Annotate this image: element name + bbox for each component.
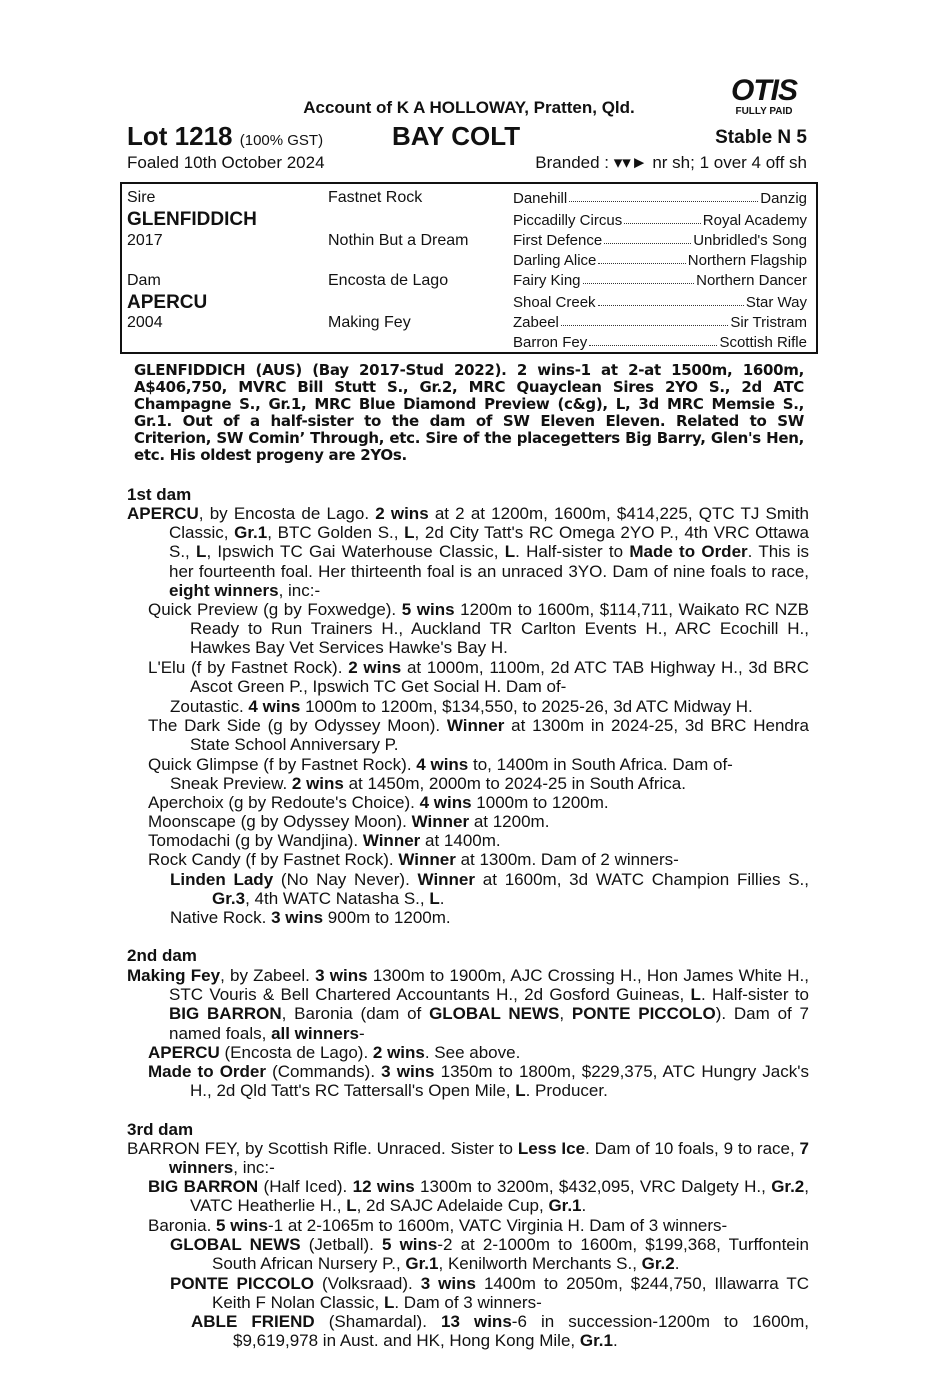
otis-wordmark: OTIS [730, 74, 797, 107]
progeny-entry: Baronia. 5 wins-1 at 2-1065m to 1600m, VATC Virginia H. Dam of 3 winners- [148, 1216, 728, 1235]
dam3-paragraph: BARRON FEY, by Scottish Rifle. Unraced. Sister to Less Ice. Dam of 10 foals, 9 to race, 7 winners, inc:- [127, 1139, 810, 1178]
dam-sire: Encosta de Lago [328, 272, 449, 289]
sire-summary: GLENFIDDICH (AUS) (Bay 2017-Stud 2022). 2 wins-1 at 2-at 1500m, 1600m, A$406,750, MVRC Bill Stutt S., Gr.2, MRC Quayclean Sires 2YO S., 2d ATC Champagne S., Gr.1, MRC Blue Diamond Preview (c&g), L, 3d MRC Memsie S., Gr.1. Out of a half-sister to the dam of SW Eleven Eleven. Related to SW Criterion, SW Comin’ Through, etc. Sire of the placegetters Big Barry, Glen's Hen, etc. His oldest progeny are 2YOs. [134, 361, 804, 464]
progeny-entry: Rock Candy (f by Fastnet Rock). Winner at 1300m. Dam of 2 winners- [148, 850, 679, 869]
lot-number [127, 121, 323, 152]
g3-row-6: Shoal Creek Star Way [513, 294, 807, 311]
dam2-paragraph: Making Fey, by Zabeel. 3 wins 1300m to 1900m, AJC Crossing H., Hon James White H., STC Vouris & Bell Chartered Accountants H., 2d Gosford Guineas, L. Half-sister to BIG BARRON, Baronia (dam of GLOBAL NEWS, PONTE PICCOLO). Dam of 7 named foals, all winners- [127, 966, 809, 1043]
vendor-account: Account of K A HOLLOWAY, Pratten, Qld. [303, 98, 635, 117]
progeny-entry: The Dark Side (g by Odyssey Moon). Winner at 1300m in 2024-25, 3d BRC Hendra State School Anniversary P. [148, 716, 810, 755]
g3-row-1: Danehill Danzig [513, 190, 807, 207]
progeny-entry: Quick Preview (g by Foxwedge). 5 wins 1200m to 1600m, $114,711, Waikato RC NZB Ready to Run Trainers H., Auckland TR Carlton Events H., ARC Ecochill H., Hawkes Bay Vet Services Hawke's Bay H. [148, 600, 810, 658]
progeny-entry: Aperchoix (g by Redoute's Choice). 4 wins 1000m to 1200m. [148, 793, 609, 812]
g3-row-2: Piccadilly Circus Royal Academy [513, 212, 807, 229]
progeny-entry: PONTE PICCOLO (Volksraad). 3 wins 1400m to 2050m, $244,750, Illawarra TC Keith F Nolan Classic, L. Dam of 3 winners- [170, 1274, 810, 1313]
progeny-entry: Tomodachi (g by Wandjina). Winner at 1400m. [148, 831, 501, 850]
third-dam-heading: 3rd dam [127, 1120, 194, 1139]
stable-number: Stable N 5 [715, 127, 807, 148]
fully-paid-tag: FULLY PAID [735, 106, 793, 117]
progeny-entry: BIG BARRON (Half Iced). 12 wins 1300m to 3200m, $432,095, VRC Dalgety H., Gr.2, VATC Heatherlie H., L, 2d SAJC Adelaide Cup, Gr.1. [148, 1177, 810, 1216]
dam-name: APERCU [127, 292, 208, 313]
g3-row-5: Fairy King Northern Dancer [513, 272, 807, 289]
g3-row-7: Zabeel Sir Tristram [513, 314, 807, 331]
progeny-entry: Zoutastic. 4 wins 1000m to 1200m, $134,550, to 2025-26, 3d ATC Midway H. [170, 697, 753, 716]
g3-row-8: Barron Fey Scottish Rifle [513, 334, 807, 351]
sire-dam: Nothin But a Dream [328, 232, 469, 249]
dam-year: 2004 [127, 314, 163, 331]
progeny-entry: Made to Order (Commands). 3 wins 1350m to 1800m, $229,375, ATC Hungry Jack's H., 2d Qld Tatt's RC Tattersall's Open Mile, L. Producer. [148, 1062, 809, 1101]
gst-note: (100% GST) [239, 132, 324, 149]
sire-year: 2017 [127, 232, 163, 249]
dam-label: Dam [127, 272, 161, 289]
progeny-entry: APERCU (Encosta de Lago). 2 wins. See above. [148, 1043, 521, 1062]
progeny-entry: GLOBAL NEWS (Jetball). 5 wins-2 at 2-1000m to 1600m, $199,368, Turffontein South African Nursery P., Gr.1, Kenilworth Merchants S., Gr.2. [170, 1235, 809, 1274]
g3-row-4: Darling Alice Northern Flagship [513, 252, 807, 269]
dam1-paragraph: APERCU, by Encosta de Lago. 2 wins at 2 at 1200m, 1600m, $414,225, QTC TJ Smith Classic, Gr.1, BTC Golden S., L, 2d City Tatt's RC Omega 2YO P., 4th VRC Ottawa S., L, Ipswich TC Gai Waterhouse Classic, L. Half-sister to Made to Order. This is her fourteenth foal. Her thirteenth foal is an unraced 3YO. Dam of nine foals to race, eight winners, inc:- [127, 504, 809, 600]
sire-sire: Fastnet Rock [328, 189, 423, 206]
progeny-entry: L'Elu (f by Fastnet Rock). 2 wins at 1000m, 1100m, 2d ATC TAB Highway H., 3d BRC Ascot Green P., Ipswich TC Get Social H. Dam of- [148, 658, 809, 697]
sire-label: Sire [127, 189, 156, 206]
lot-label: Lot 1218 [127, 121, 233, 151]
first-dam-heading: 1st dam [127, 485, 192, 504]
g3-row-3: First Defence Unbridled's Song [513, 232, 807, 249]
foaled-date: Foaled 10th October 2024 [127, 153, 325, 172]
progeny-entry: Quick Glimpse (f by Fastnet Rock). 4 wins to, 1400m in South Africa. Dam of- [148, 755, 733, 774]
second-dam-heading: 2nd dam [127, 946, 197, 965]
sex-colour: BAY COLT [392, 121, 521, 151]
progeny-entry: ABLE FRIEND (Shamardal). 13 wins-6 in succession-1200m to 1600m, $9,619,978 in Aust. and HK, Hong Kong Mile, Gr.1. [191, 1312, 810, 1351]
progeny-entry: Linden Lady (No Nay Never). Winner at 1600m, 3d WATC Champion Fillies S., Gr.3, 4th WATC Natasha S., L. [170, 870, 809, 909]
progeny-entry: Native Rock. 3 wins 900m to 1200m. [170, 908, 451, 927]
pedigree-table [120, 182, 818, 354]
dam-dam: Making Fey [328, 314, 411, 331]
brand-marks: Branded : ▾▾► nr sh; 1 over 4 off sh [535, 153, 807, 172]
progeny-entry: Sneak Preview. 2 wins at 1450m, 2000m to 2024-25 in South Africa. [170, 774, 686, 793]
sire-name: GLENFIDDICH [127, 209, 257, 230]
progeny-entry: Moonscape (g by Odyssey Moon). Winner at 1200m. [148, 812, 550, 831]
